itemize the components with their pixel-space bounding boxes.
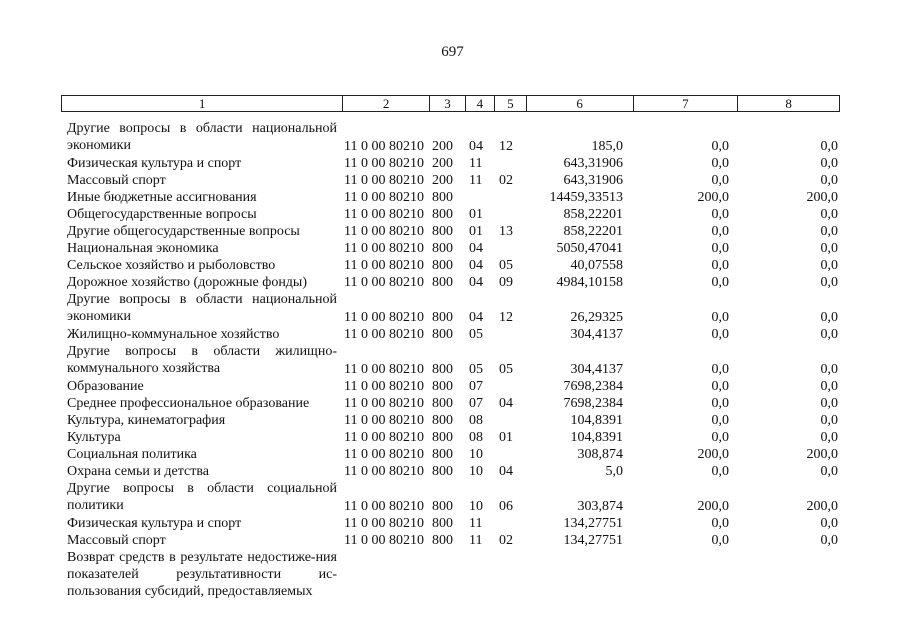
cell-amount-col6: 40,07558 <box>570 258 623 273</box>
row-name: Общегосударственные вопросы <box>67 207 257 222</box>
cell-subsection: 12 <box>499 139 513 154</box>
cell-expense-type: 800 <box>432 413 453 428</box>
cell-expense-type: 800 <box>432 310 453 325</box>
cell-amount-col6: 304,4137 <box>570 327 623 342</box>
cell-amount-col6: 14459,33513 <box>549 190 623 205</box>
cell-target-code: 11 0 00 80210 <box>344 139 424 154</box>
cell-amount-col8: 0,0 <box>820 310 838 325</box>
table-row <box>0 446 905 463</box>
cell-amount-col8: 0,0 <box>820 379 838 394</box>
cell-amount-col7: 0,0 <box>711 173 729 188</box>
cell-section: 05 <box>469 327 483 342</box>
cell-section: 10 <box>469 499 483 514</box>
row-name: Массовый спорт <box>67 173 166 188</box>
cell-subsection: 01 <box>499 430 513 445</box>
cell-target-code: 11 0 00 80210 <box>344 310 424 325</box>
cell-expense-type: 800 <box>432 258 453 273</box>
cell-section: 11 <box>469 516 483 531</box>
cell-section: 01 <box>469 207 483 222</box>
cell-expense-type: 800 <box>432 430 453 445</box>
cell-amount-col8: 0,0 <box>820 173 838 188</box>
cell-amount-col6: 643,31906 <box>563 173 623 188</box>
cell-expense-type: 800 <box>432 207 453 222</box>
row-name: Другие вопросы в области социальной политики <box>67 481 337 513</box>
header-col-5: 5 <box>495 96 527 111</box>
cell-section: 08 <box>469 413 483 428</box>
cell-subsection: 02 <box>499 173 513 188</box>
cell-subsection: 06 <box>499 499 513 514</box>
cell-amount-col7: 0,0 <box>711 430 729 445</box>
cell-amount-col8: 0,0 <box>820 224 838 239</box>
cell-amount-col7: 0,0 <box>711 396 729 411</box>
table-row <box>0 172 905 189</box>
row-name: Другие вопросы в области национальной экономики <box>67 121 337 153</box>
table-row <box>0 378 905 395</box>
cell-section: 10 <box>469 447 483 462</box>
table-row <box>0 223 905 240</box>
cell-expense-type: 800 <box>432 396 453 411</box>
row-name: Культура, кинематография <box>67 413 226 428</box>
cell-expense-type: 800 <box>432 190 453 205</box>
cell-amount-col6: 104,8391 <box>570 413 623 428</box>
cell-expense-type: 800 <box>432 516 453 531</box>
cell-section: 07 <box>469 379 483 394</box>
cell-amount-col7: 0,0 <box>711 224 729 239</box>
row-name: Физическая культура и спорт <box>67 516 242 531</box>
header-col-8: 8 <box>785 96 792 111</box>
cell-section: 04 <box>469 139 483 154</box>
cell-subsection: 05 <box>499 258 513 273</box>
cell-expense-type: 800 <box>432 499 453 514</box>
table-row <box>0 463 905 480</box>
cell-target-code: 11 0 00 80210 <box>344 362 424 377</box>
cell-amount-col8: 0,0 <box>820 464 838 479</box>
budget-table <box>0 120 905 601</box>
row-name: Другие вопросы в области национальной экономики <box>67 292 337 324</box>
cell-subsection: 04 <box>499 396 513 411</box>
cell-amount-col6: 134,27751 <box>563 533 623 548</box>
cell-amount-col7: 0,0 <box>711 362 729 377</box>
cell-subsection: 09 <box>499 275 513 290</box>
cell-target-code: 11 0 00 80210 <box>344 499 424 514</box>
cell-amount-col8: 200,0 <box>806 447 838 462</box>
cell-amount-col6: 4984,10158 <box>556 275 623 290</box>
row-name: Жилищно-коммунальное хозяйство <box>67 327 280 342</box>
header-col-3: 3 <box>430 96 466 111</box>
cell-amount-col7: 0,0 <box>711 258 729 273</box>
row-name: Другие общегосударственные вопросы <box>67 224 300 239</box>
cell-amount-col7: 0,0 <box>711 275 729 290</box>
table-row <box>0 274 905 291</box>
table-row <box>0 412 905 429</box>
cell-amount-col6: 185,0 <box>591 139 623 154</box>
cell-amount-col7: 0,0 <box>711 156 729 171</box>
cell-amount-col6: 858,22201 <box>563 224 623 239</box>
cell-expense-type: 800 <box>432 379 453 394</box>
cell-section: 04 <box>469 258 483 273</box>
cell-amount-col8: 0,0 <box>820 156 838 171</box>
cell-section: 11 <box>469 533 483 548</box>
cell-section: 04 <box>469 275 483 290</box>
row-name: Дорожное хозяйство (дорожные фонды) <box>67 275 308 290</box>
cell-target-code: 11 0 00 80210 <box>344 516 424 531</box>
cell-target-code: 11 0 00 80210 <box>344 327 424 342</box>
table-row <box>0 257 905 274</box>
cell-amount-col7: 0,0 <box>711 241 729 256</box>
header-col-6: 6 <box>527 96 634 111</box>
cell-amount-col8: 0,0 <box>820 430 838 445</box>
cell-subsection: 05 <box>499 362 513 377</box>
table-row <box>0 189 905 206</box>
cell-expense-type: 800 <box>432 275 453 290</box>
cell-amount-col8: 0,0 <box>820 258 838 273</box>
cell-expense-type: 800 <box>432 327 453 342</box>
cell-target-code: 11 0 00 80210 <box>344 241 424 256</box>
cell-section: 07 <box>469 396 483 411</box>
cell-amount-col6: 104,8391 <box>570 430 623 445</box>
cell-target-code: 11 0 00 80210 <box>344 447 424 462</box>
row-name: Среднее профессиональное образование <box>67 396 310 411</box>
cell-amount-col8: 0,0 <box>820 396 838 411</box>
row-name: Физическая культура и спорт <box>67 156 242 171</box>
cell-amount-col7: 0,0 <box>711 533 729 548</box>
cell-target-code: 11 0 00 80210 <box>344 430 424 445</box>
table-row <box>0 395 905 412</box>
header-col-4: 4 <box>466 96 495 111</box>
table-row <box>0 429 905 446</box>
cell-section: 08 <box>469 430 483 445</box>
table-header <box>61 95 840 112</box>
table-row <box>0 155 905 172</box>
cell-amount-col8: 0,0 <box>820 413 838 428</box>
cell-subsection: 02 <box>499 533 513 548</box>
cell-amount-col6: 5050,47041 <box>556 241 623 256</box>
table-row <box>0 515 905 532</box>
cell-amount-col8: 200,0 <box>806 190 838 205</box>
cell-expense-type: 800 <box>432 224 453 239</box>
table-row <box>0 549 905 601</box>
cell-amount-col7: 200,0 <box>697 447 729 462</box>
cell-amount-col7: 0,0 <box>711 516 729 531</box>
row-name: Образование <box>67 379 144 394</box>
cell-amount-col6: 26,29325 <box>570 310 623 325</box>
cell-amount-col7: 200,0 <box>697 190 729 205</box>
row-name: Национальная экономика <box>67 241 219 256</box>
page-number: 697 <box>441 44 464 60</box>
cell-expense-type: 800 <box>432 533 453 548</box>
cell-amount-col8: 0,0 <box>820 516 838 531</box>
row-name: Иные бюджетные ассигнования <box>67 190 257 205</box>
cell-amount-col8: 0,0 <box>820 241 838 256</box>
cell-amount-col6: 7698,2384 <box>563 379 623 394</box>
header-col-7: 7 <box>634 96 739 111</box>
cell-amount-col8: 0,0 <box>820 139 838 154</box>
cell-amount-col8: 200,0 <box>806 499 838 514</box>
cell-amount-col7: 0,0 <box>711 413 729 428</box>
cell-target-code: 11 0 00 80210 <box>344 413 424 428</box>
cell-section: 05 <box>469 362 483 377</box>
cell-target-code: 11 0 00 80210 <box>344 207 424 222</box>
cell-target-code: 11 0 00 80210 <box>344 533 424 548</box>
row-name: Возврат средств в результате недостиже-ния показателей результативности ис-пользования субсидий, предоставляемых <box>67 550 337 599</box>
cell-section: 10 <box>469 464 483 479</box>
cell-amount-col7: 0,0 <box>711 327 729 342</box>
cell-amount-col7: 200,0 <box>697 499 729 514</box>
cell-expense-type: 800 <box>432 362 453 377</box>
cell-amount-col6: 643,31906 <box>563 156 623 171</box>
cell-amount-col7: 0,0 <box>711 379 729 394</box>
cell-subsection: 12 <box>499 310 513 325</box>
cell-amount-col6: 308,874 <box>577 447 623 462</box>
table-row <box>0 240 905 257</box>
cell-expense-type: 800 <box>432 241 453 256</box>
table-row <box>0 480 905 515</box>
cell-amount-col8: 0,0 <box>820 533 838 548</box>
cell-amount-col6: 858,22201 <box>563 207 623 222</box>
header-col-1: 1 <box>62 96 343 111</box>
cell-amount-col8: 0,0 <box>820 275 838 290</box>
row-name: Социальная политика <box>67 447 197 462</box>
row-name: Культура <box>67 430 121 445</box>
cell-target-code: 11 0 00 80210 <box>344 396 424 411</box>
cell-amount-col6: 5,0 <box>605 464 623 479</box>
table-row <box>0 343 905 378</box>
cell-section: 04 <box>469 310 483 325</box>
header-col-2: 2 <box>343 96 430 111</box>
cell-amount-col8: 0,0 <box>820 327 838 342</box>
row-name: Другие вопросы в области жилищно-коммунального хозяйства <box>67 344 337 376</box>
cell-amount-col7: 0,0 <box>711 139 729 154</box>
cell-subsection: 13 <box>499 224 513 239</box>
row-name: Массовый спорт <box>67 533 166 548</box>
cell-expense-type: 800 <box>432 464 453 479</box>
cell-target-code: 11 0 00 80210 <box>344 379 424 394</box>
cell-section: 11 <box>469 156 483 171</box>
table-row <box>0 206 905 223</box>
cell-amount-col8: 0,0 <box>820 207 838 222</box>
cell-amount-col7: 0,0 <box>711 464 729 479</box>
cell-amount-col6: 7698,2384 <box>563 396 623 411</box>
cell-amount-col6: 304,4137 <box>570 362 623 377</box>
cell-amount-col7: 0,0 <box>711 310 729 325</box>
cell-section: 04 <box>469 241 483 256</box>
cell-target-code: 11 0 00 80210 <box>344 464 424 479</box>
cell-expense-type: 200 <box>432 156 453 171</box>
cell-amount-col6: 303,874 <box>577 499 623 514</box>
cell-amount-col6: 134,27751 <box>563 516 623 531</box>
cell-target-code: 11 0 00 80210 <box>344 224 424 239</box>
cell-amount-col7: 0,0 <box>711 207 729 222</box>
table-row <box>0 532 905 549</box>
cell-expense-type: 200 <box>432 173 453 188</box>
row-name: Охрана семьи и детства <box>67 464 209 479</box>
cell-section: 01 <box>469 224 483 239</box>
cell-target-code: 11 0 00 80210 <box>344 275 424 290</box>
cell-amount-col8: 0,0 <box>820 362 838 377</box>
row-name: Сельское хозяйство и рыболовство <box>67 258 276 273</box>
cell-section: 11 <box>469 173 483 188</box>
cell-expense-type: 200 <box>432 139 453 154</box>
table-row <box>0 120 905 155</box>
cell-target-code: 11 0 00 80210 <box>344 190 424 205</box>
cell-expense-type: 800 <box>432 447 453 462</box>
cell-target-code: 11 0 00 80210 <box>344 173 424 188</box>
table-row <box>0 326 905 343</box>
cell-target-code: 11 0 00 80210 <box>344 156 424 171</box>
cell-subsection: 04 <box>499 464 513 479</box>
cell-target-code: 11 0 00 80210 <box>344 258 424 273</box>
table-row <box>0 291 905 326</box>
